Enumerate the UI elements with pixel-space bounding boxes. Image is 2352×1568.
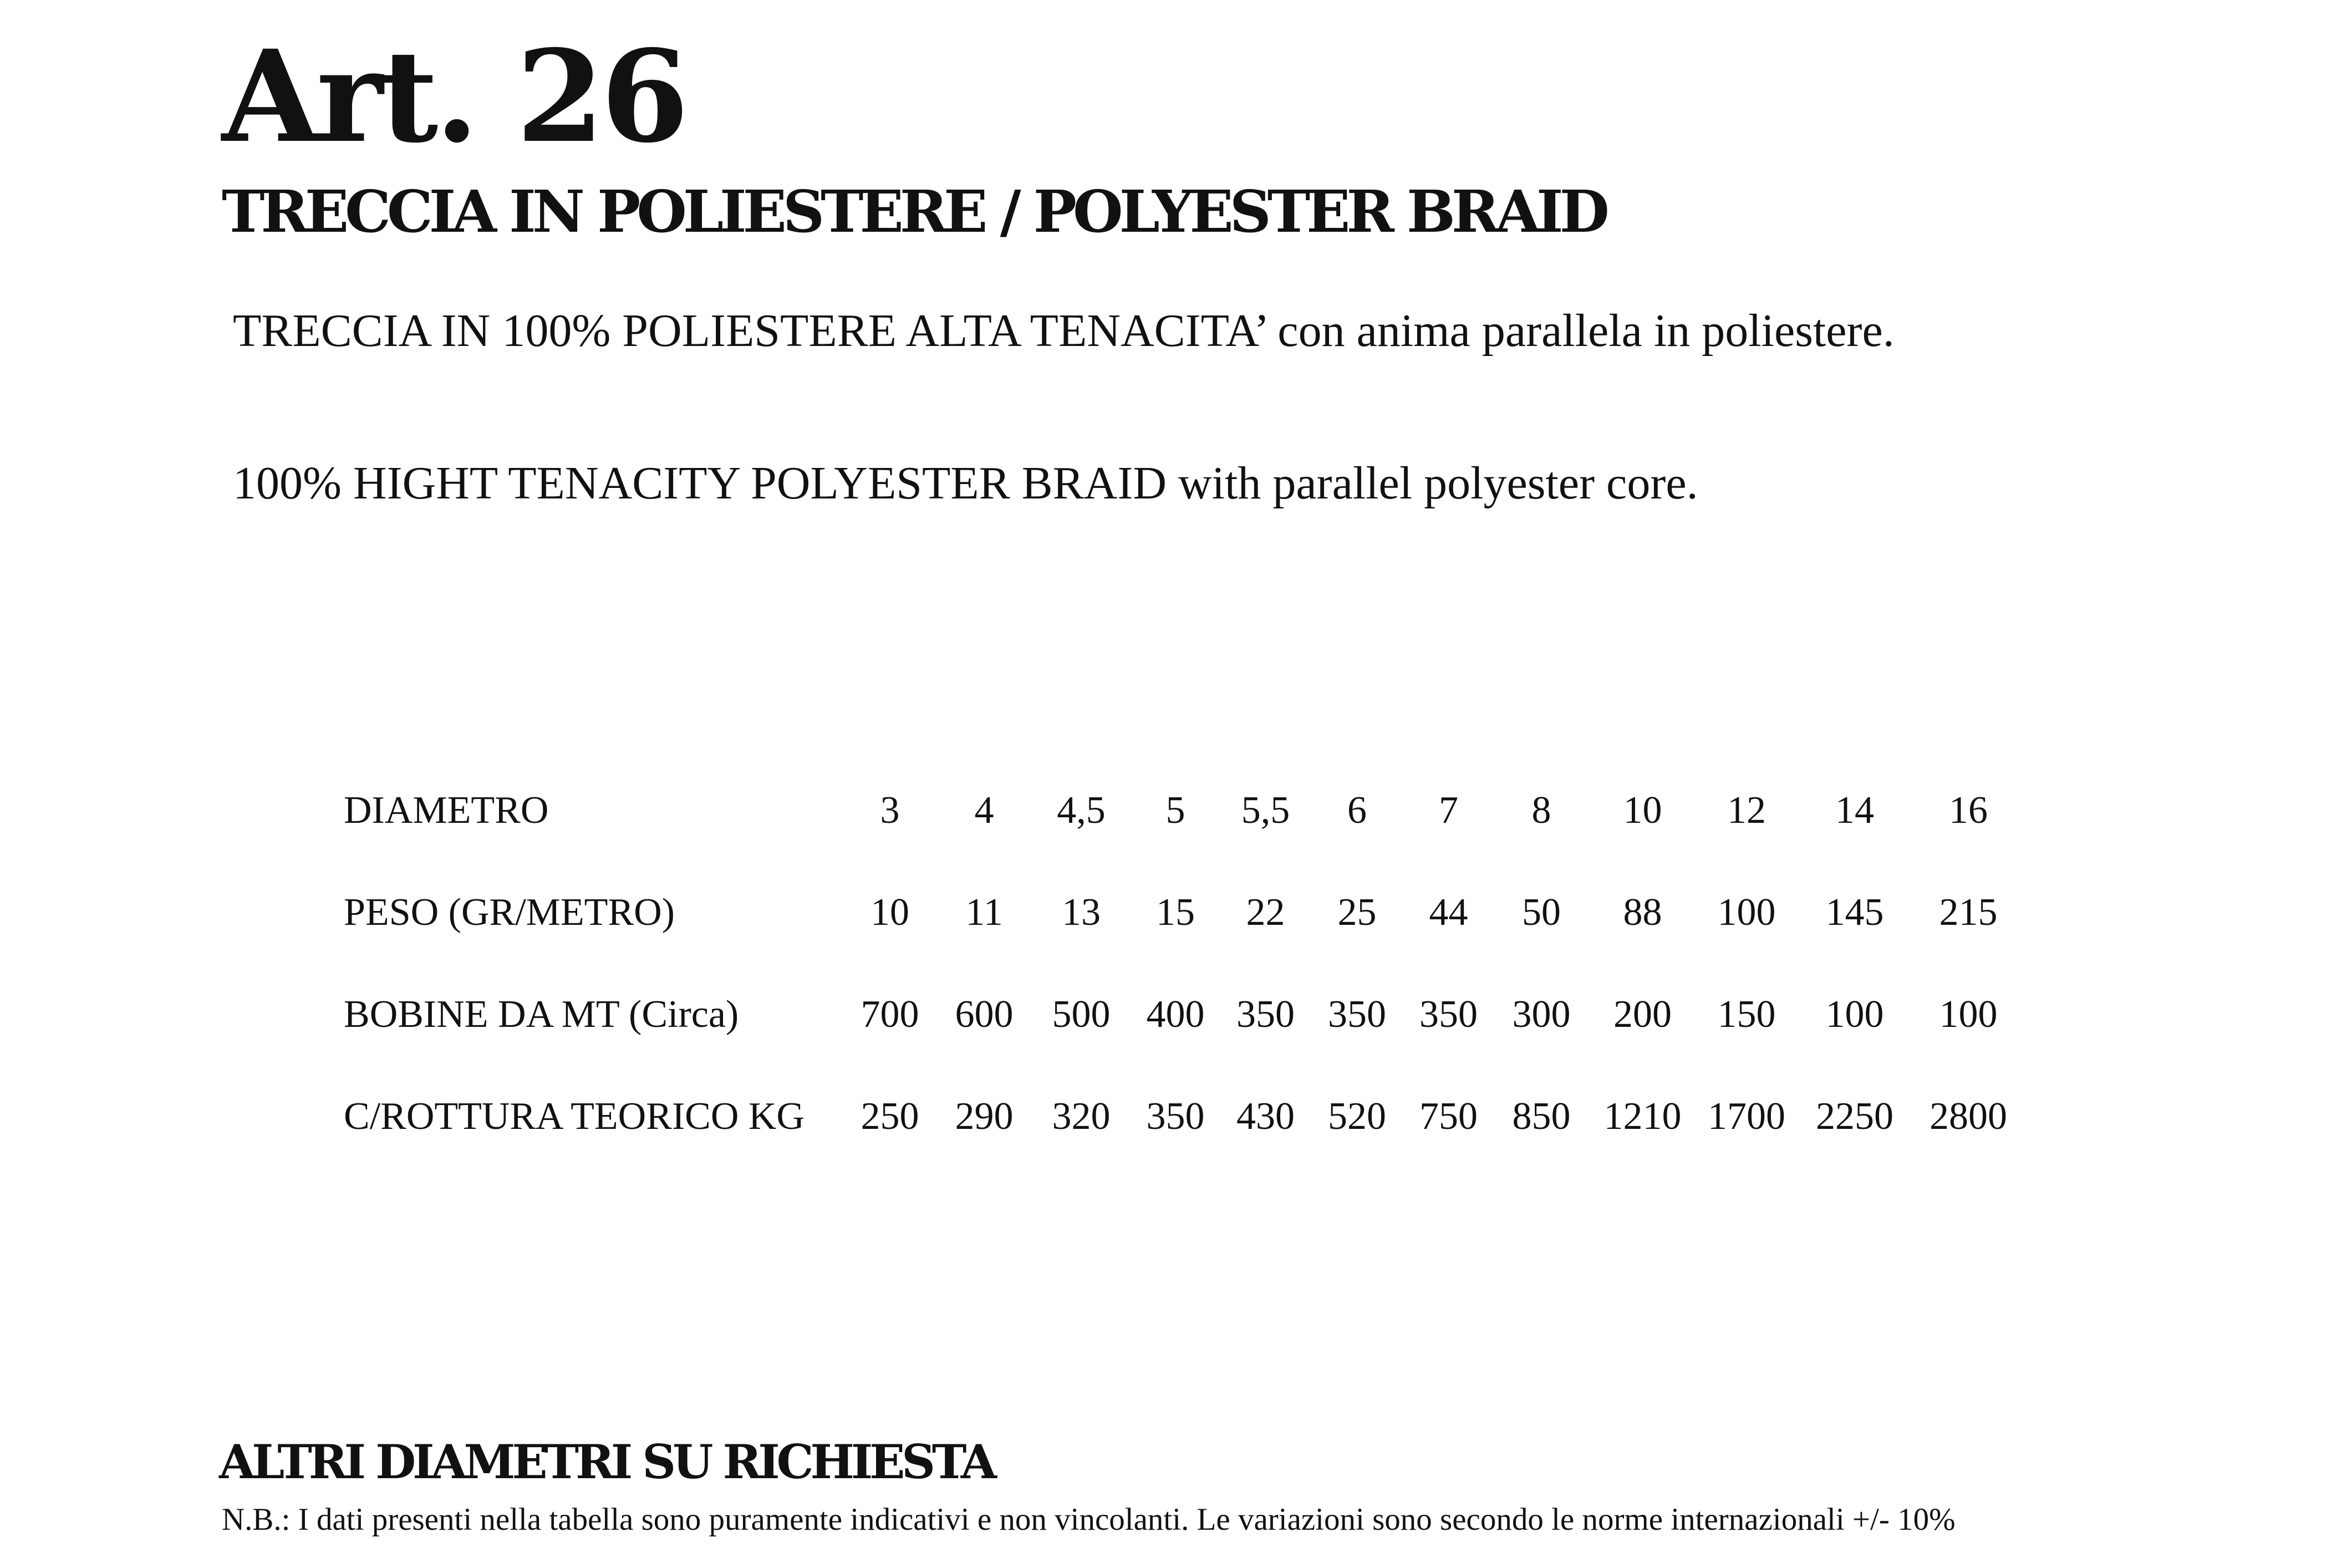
specifications-table xyxy=(344,760,2024,1168)
table-cell: 100 xyxy=(1825,993,1884,1036)
table-row xyxy=(344,964,2024,1066)
table-cell: 13 xyxy=(1062,891,1101,934)
row-label: C/ROTTURA TEORICO KG xyxy=(344,1095,805,1138)
table-cell: 400 xyxy=(1146,993,1205,1036)
table-cell: 700 xyxy=(861,993,919,1036)
table-cell: 850 xyxy=(1512,1095,1571,1138)
table-cell: 100 xyxy=(1717,891,1776,934)
table-cell: 12 xyxy=(1727,789,1766,832)
table-cell: 8 xyxy=(1531,789,1551,832)
table-cell: 25 xyxy=(1337,891,1377,934)
table-cell: 750 xyxy=(1419,1095,1478,1138)
table-cell: 2250 xyxy=(1816,1095,1893,1138)
table-cell: 290 xyxy=(955,1095,1014,1138)
table-row xyxy=(344,862,2024,964)
table-cell: 11 xyxy=(965,891,1003,934)
table-row xyxy=(344,760,2024,862)
table-cell: 10 xyxy=(870,891,909,934)
table-cell: 50 xyxy=(1522,891,1561,934)
table-cell: 15 xyxy=(1156,891,1195,934)
table-cell: 600 xyxy=(955,993,1014,1036)
table-cell: 1700 xyxy=(1708,1095,1785,1138)
table-cell: 5 xyxy=(1165,789,1185,832)
disclaimer-note: N.B.: I dati presenti nella tabella sono puramente indicativi e non vincolanti. Le variazioni sono secondo le norme internazionali +/- 10% xyxy=(222,1502,1956,1537)
table-cell: 150 xyxy=(1717,993,1776,1036)
row-label: PESO (GR/METRO) xyxy=(344,891,675,934)
table-cell: 14 xyxy=(1835,789,1874,832)
table-cell: 200 xyxy=(1613,993,1672,1036)
row-label: DIAMETRO xyxy=(344,789,549,832)
table-cell: 5,5 xyxy=(1241,789,1290,832)
table-cell: 520 xyxy=(1328,1095,1386,1138)
table-cell: 44 xyxy=(1429,891,1468,934)
table-cell: 350 xyxy=(1419,993,1478,1036)
table-cell: 7 xyxy=(1439,789,1458,832)
table-cell: 350 xyxy=(1236,993,1295,1036)
table-cell: 100 xyxy=(1939,993,1998,1036)
product-subtitle: TRECCIA IN POLIESTERE / POLYESTER BRAID xyxy=(222,177,1606,246)
table-cell: 430 xyxy=(1236,1095,1295,1138)
table-cell: 350 xyxy=(1146,1095,1205,1138)
table-cell: 320 xyxy=(1052,1095,1111,1138)
table-cell: 1210 xyxy=(1603,1095,1682,1138)
table-cell: 215 xyxy=(1939,891,1998,934)
article-title: Art. 26 xyxy=(222,22,686,171)
table-cell: 300 xyxy=(1512,993,1571,1036)
table-cell: 500 xyxy=(1052,993,1111,1036)
description-italian: TRECCIA IN 100% POLIESTERE ALTA TENACITA’ con anima parallela in poliestere. xyxy=(233,305,1895,357)
table-row xyxy=(344,1066,2024,1168)
table-cell: 3 xyxy=(880,789,900,832)
table-cell: 6 xyxy=(1347,789,1367,832)
specifications-table-body xyxy=(344,760,2024,1168)
row-label: BOBINE DA MT (Circa) xyxy=(344,993,739,1036)
other-diameters-heading: ALTRI DIAMETRI SU RICHIESTA xyxy=(219,1434,994,1489)
table-cell: 22 xyxy=(1246,891,1285,934)
table-cell: 16 xyxy=(1949,789,1988,832)
table-cell: 350 xyxy=(1328,993,1386,1036)
description-english: 100% HIGHT TENACITY POLYESTER BRAID with parallel polyester core. xyxy=(233,457,1698,509)
table-cell: 10 xyxy=(1623,789,1662,832)
table-cell: 4 xyxy=(974,789,994,832)
table-cell: 2800 xyxy=(1930,1095,2007,1138)
table-cell: 250 xyxy=(861,1095,919,1138)
table-cell: 88 xyxy=(1623,891,1662,934)
table-cell: 145 xyxy=(1825,891,1884,934)
table-cell: 4,5 xyxy=(1057,789,1106,832)
